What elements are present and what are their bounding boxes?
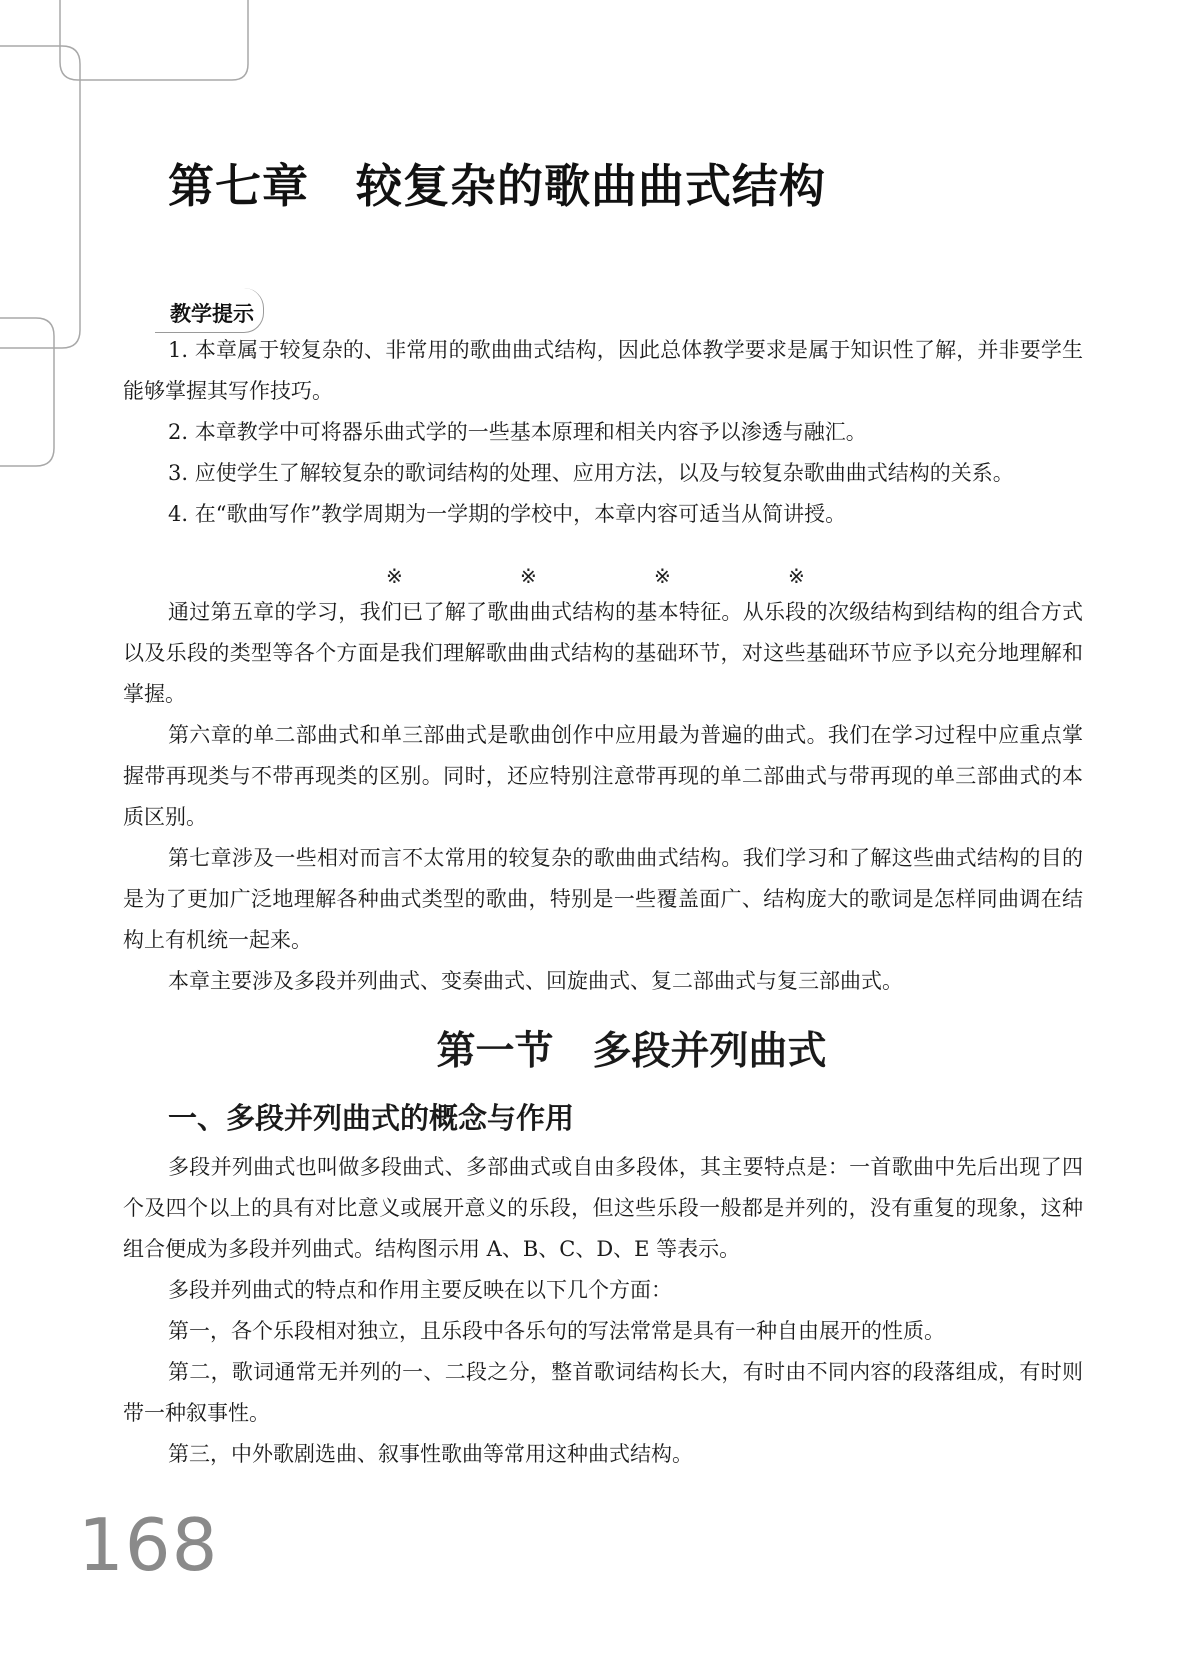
intro-paragraph-3: 第七章涉及一些相对而言不太常用的较复杂的歌曲曲式结构。我们学习和了解这些曲式结构的目的是为了更加广泛地理解各种曲式类型的歌曲，特别是一些覆盖面广、结构庞大的歌词是怎样同曲调在结构上有机统一起来。 (123, 846, 1083, 952)
body-paragraph-1: 多段并列曲式也叫做多段曲式、多部曲式或自由多段体，其主要特点是：一首歌曲中先后出现了四个及四个以上的具有对比意义或展开意义的乐段，但这些乐段一般都是并列的，没有重复的现象，这种组合便成为多段并列曲式。结构图示用 A、B、C、D、E 等表示。 (123, 1155, 1083, 1261)
body-paragraph-5: 第三，中外歌剧选曲、叙事性歌曲等常用这种曲式结构。 (168, 1442, 693, 1466)
body-paragraph-3: 第一，各个乐段相对独立，且乐段中各乐句的写法常常是具有一种自由展开的性质。 (168, 1319, 945, 1343)
intro-paragraph-4: 本章主要涉及多段并列曲式、变奏曲式、回旋曲式、复二部曲式与复三部曲式。 (168, 969, 903, 993)
hint-item-3: 3. 应使学生了解较复杂的歌词结构的处理、应用方法，以及与较复杂歌曲曲式结构的关系。 (168, 461, 1014, 485)
page-number: 168 (78, 1503, 219, 1587)
intro-paragraph-1: 通过第五章的学习，我们已了解了歌曲曲式结构的基本特征。从乐段的次级结构到结构的组合方式以及乐段的类型等各个方面是我们理解歌曲曲式结构的基础环节，对这些基础环节应予以充分地理解和掌握。 (123, 600, 1083, 706)
separator-star: ※ (788, 564, 805, 588)
body-paragraph-4: 第二，歌词通常无并列的一、二段之分，整首歌词结构长大，有时由不同内容的段落组成，有时则带一种叙事性。 (123, 1360, 1083, 1425)
section-title: 第一节 多段并列曲式 (436, 1029, 827, 1074)
intro-paragraph-2: 第六章的单二部曲式和单三部曲式是歌曲创作中应用最为普遍的曲式。我们在学习过程中应重点掌握带再现类与不带再现类的区别。同时，还应特别注意带再现的单二部曲式与带再现的单三部曲式的本质区别。 (123, 723, 1083, 829)
subsection-title: 一、多段并列曲式的概念与作用 (168, 1101, 575, 1135)
separator-star: ※ (654, 564, 671, 588)
separator-star: ※ (520, 564, 537, 588)
hint-item-2: 2. 本章教学中可将器乐曲式学的一些基本原理和相关内容予以渗透与融汇。 (168, 420, 867, 444)
teaching-hint-label: 教学提示 (170, 302, 254, 326)
body-paragraph-2: 多段并列曲式的特点和作用主要反映在以下几个方面： (168, 1278, 672, 1302)
hint-item-4: 4. 在“歌曲写作”教学周期为一学期的学校中，本章内容可适当从简讲授。 (168, 502, 847, 526)
hint-item-1: 1. 本章属于较复杂的、非常用的歌曲曲式结构，因此总体教学要求是属于知识性了解，并非要学生能够掌握其写作技巧。 (123, 338, 1083, 403)
separator-star: ※ (386, 564, 403, 588)
chapter-title: 第七章 较复杂的歌曲曲式结构 (168, 159, 826, 213)
